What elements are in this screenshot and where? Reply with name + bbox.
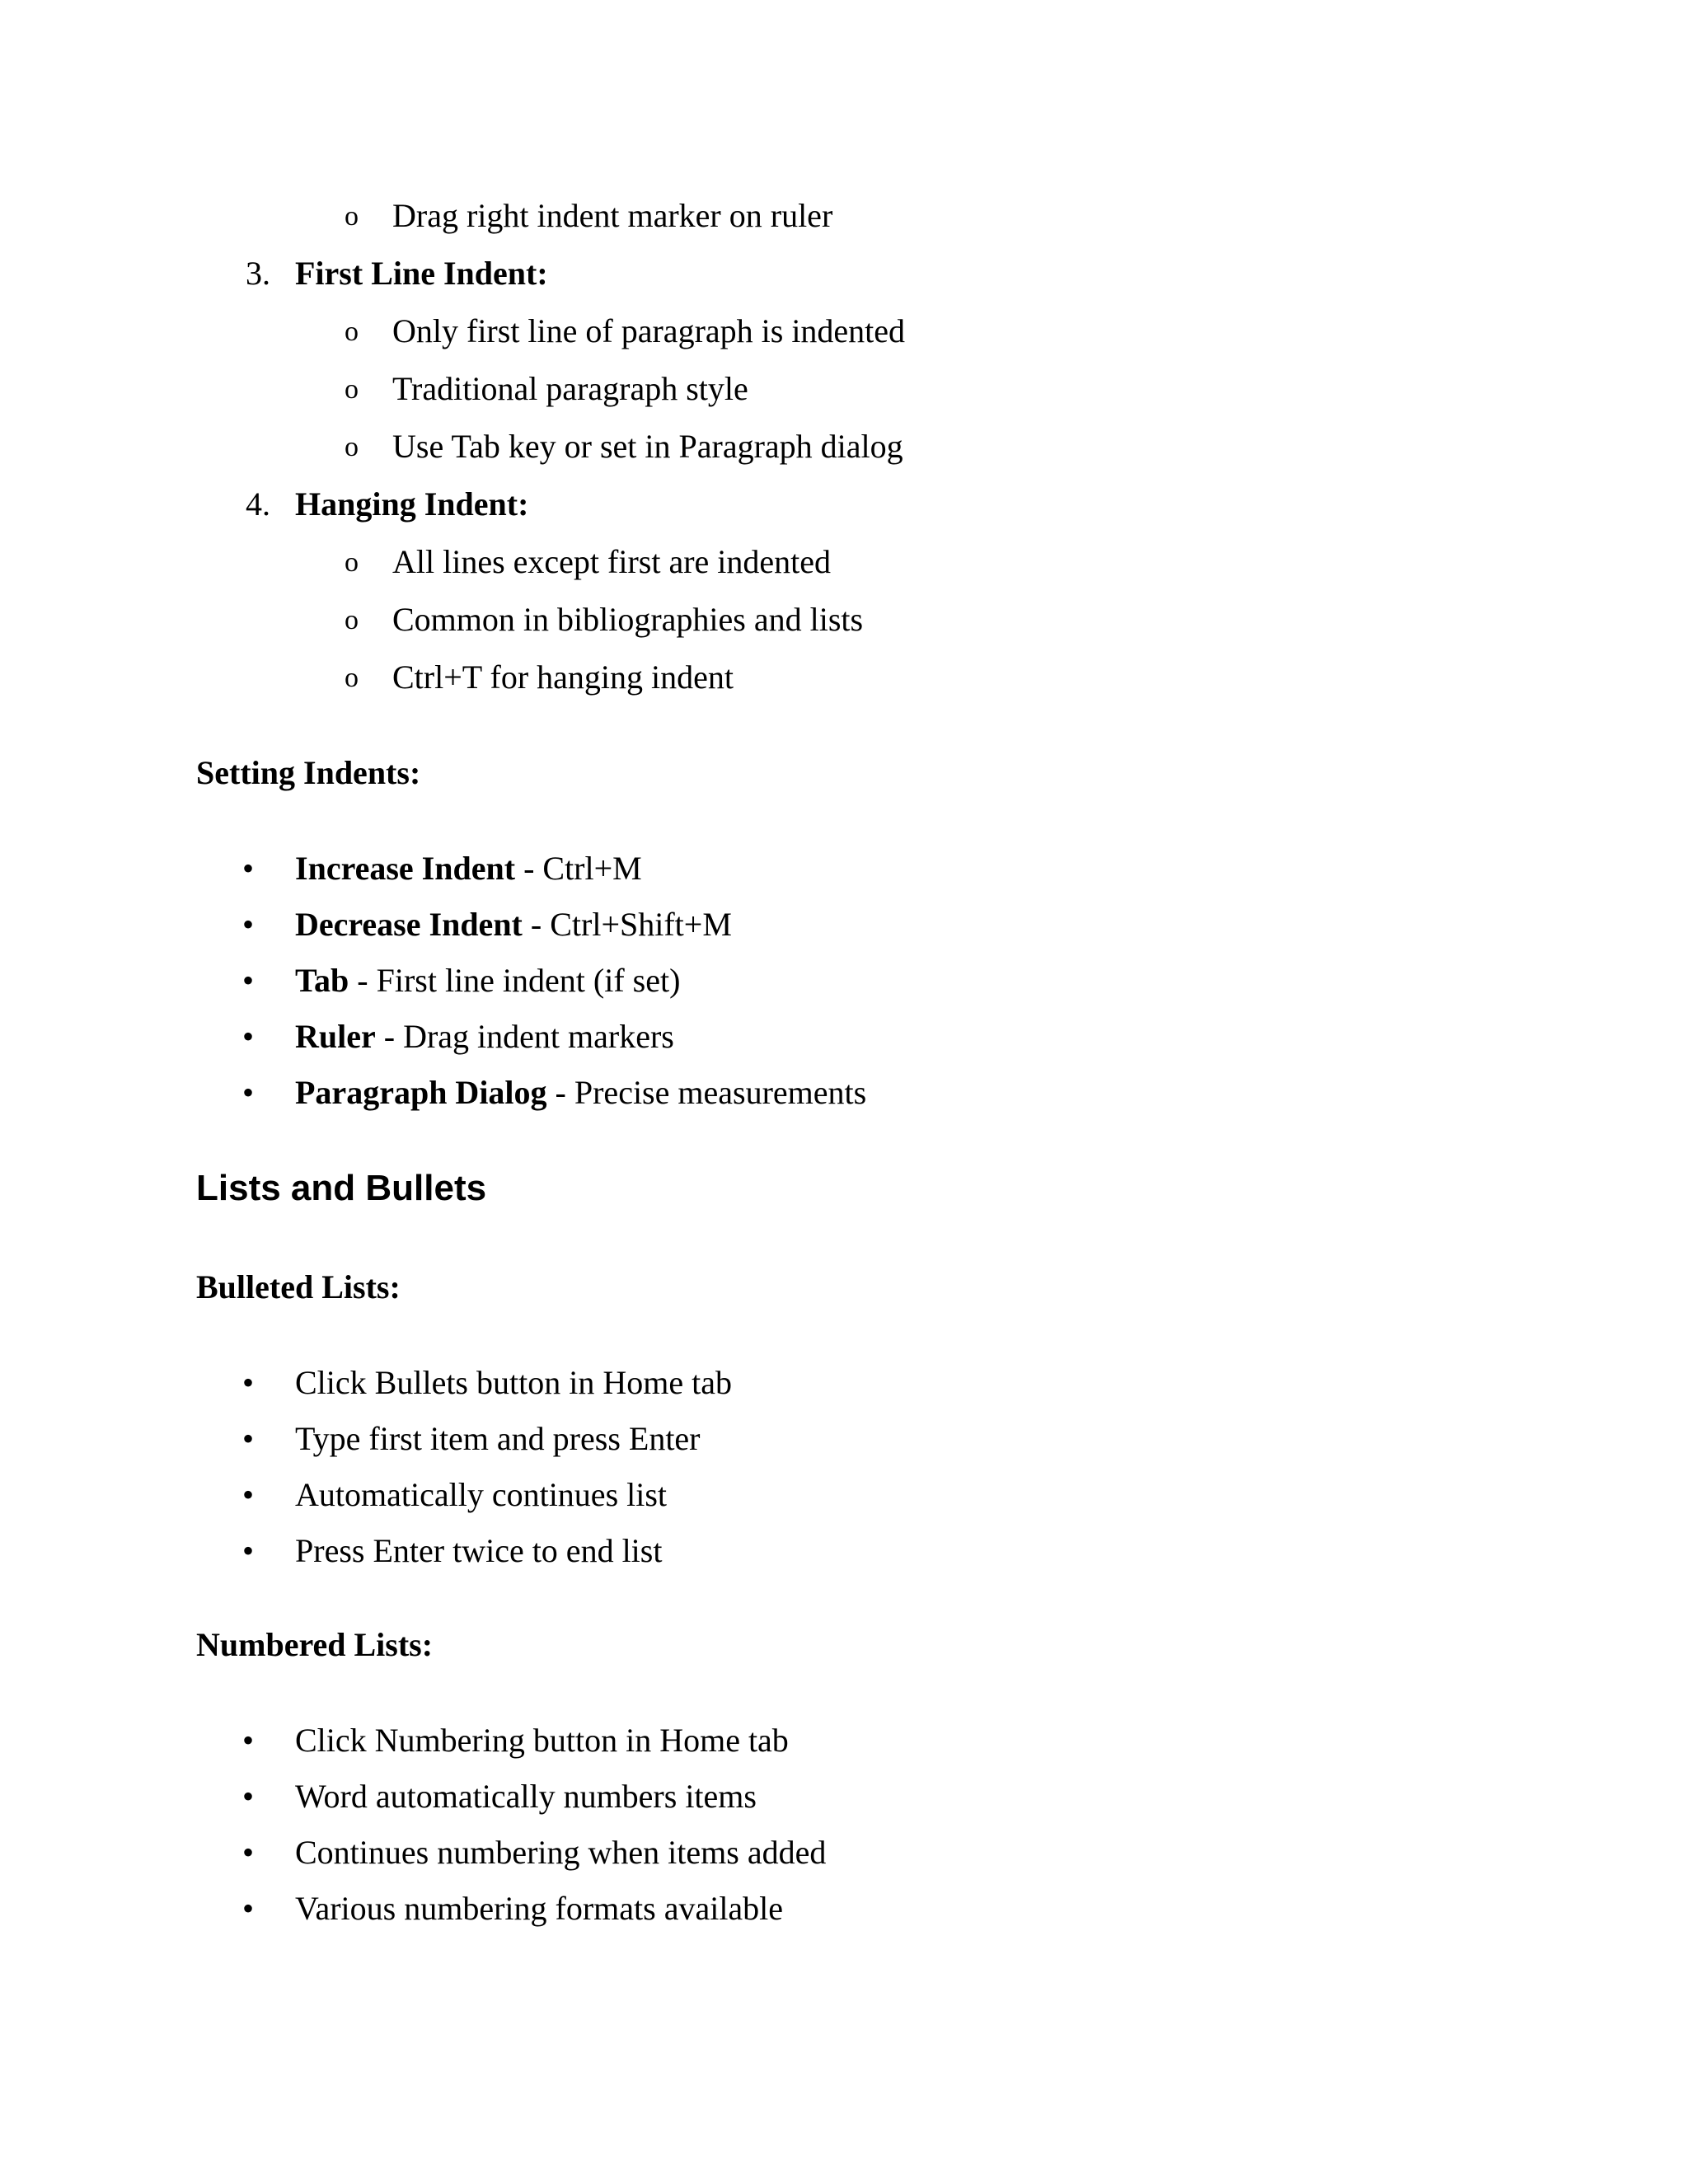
list-item-desc: - Drag indent markers (375, 1018, 674, 1055)
sub-bullet-marker: o (345, 374, 359, 405)
list-item-desc: - First line indent (if set) (349, 962, 681, 999)
sub-bullet-marker: o (345, 316, 359, 347)
sub-bullet-marker: o (345, 663, 359, 693)
list-item (295, 849, 642, 888)
bullet-marker: • (242, 1018, 255, 1055)
list-item (295, 1017, 674, 1057)
bullet-marker: • (242, 1532, 255, 1569)
list-number: 3. (246, 255, 270, 292)
sub-bullet-marker: o (345, 547, 359, 578)
list-item: All lines except first are indented (392, 543, 832, 580)
list-item: Ctrl+T for hanging indent (392, 658, 734, 696)
bullet-marker: • (242, 850, 255, 887)
sub-bullet-marker: o (345, 605, 359, 635)
bullet-marker: • (242, 1890, 255, 1927)
list-item: Common in bibliographies and lists (392, 601, 864, 638)
bullet-marker: • (242, 906, 255, 943)
bullet-marker: • (242, 1364, 255, 1401)
section-heading-numbered-lists: Numbered Lists: (196, 1626, 434, 1663)
list-item: Word automatically numbers items (295, 1778, 757, 1815)
list-item: Traditional paragraph style (392, 370, 748, 407)
list-item-term: Tab (295, 962, 349, 999)
bullet-marker: • (242, 1420, 255, 1457)
bullet-marker: • (242, 1722, 255, 1759)
list-item-desc: - Ctrl+M (515, 850, 642, 887)
section-heading-bulleted-lists: Bulleted Lists: (196, 1268, 401, 1305)
list-item: Various numbering formats available (295, 1890, 784, 1927)
sub-bullet-marker: o (345, 432, 359, 462)
sub-bullet-marker: o (345, 201, 359, 232)
list-item: Click Numbering button in Home tab (295, 1722, 789, 1759)
list-item-title: Hanging Indent: (295, 485, 529, 523)
bullet-marker: • (242, 962, 255, 999)
list-item (295, 1073, 866, 1113)
list-item: Only first line of paragraph is indented (392, 312, 906, 349)
list-item (295, 905, 732, 944)
list-item-term: Paragraph Dialog (295, 1074, 547, 1111)
list-item: Press Enter twice to end list (295, 1532, 663, 1569)
list-item (295, 961, 680, 1001)
list-item-term: Decrease Indent (295, 906, 523, 943)
list-item-desc: - Ctrl+Shift+M (522, 906, 732, 943)
bullet-marker: • (242, 1074, 255, 1111)
bullet-marker: • (242, 1834, 255, 1871)
list-item: Drag right indent marker on ruler (392, 197, 833, 234)
list-item-desc: - Precise measurements (546, 1074, 867, 1111)
list-number: 4. (246, 485, 270, 523)
bullet-marker: • (242, 1476, 255, 1513)
list-item-term: Increase Indent (295, 850, 516, 887)
section-heading-setting-indents: Setting Indents: (196, 754, 421, 791)
section-heading-lists-and-bullets: Lists and Bullets (196, 1168, 487, 1208)
list-item: Automatically continues list (295, 1476, 668, 1513)
list-item: Type first item and press Enter (295, 1420, 701, 1457)
list-item: Use Tab key or set in Paragraph dialog (392, 428, 903, 465)
list-item-term: Ruler (295, 1018, 376, 1055)
list-item-title: First Line Indent: (295, 255, 548, 292)
bullet-marker: • (242, 1778, 255, 1815)
list-item: Click Bullets button in Home tab (295, 1364, 732, 1401)
list-item: Continues numbering when items added (295, 1834, 827, 1871)
